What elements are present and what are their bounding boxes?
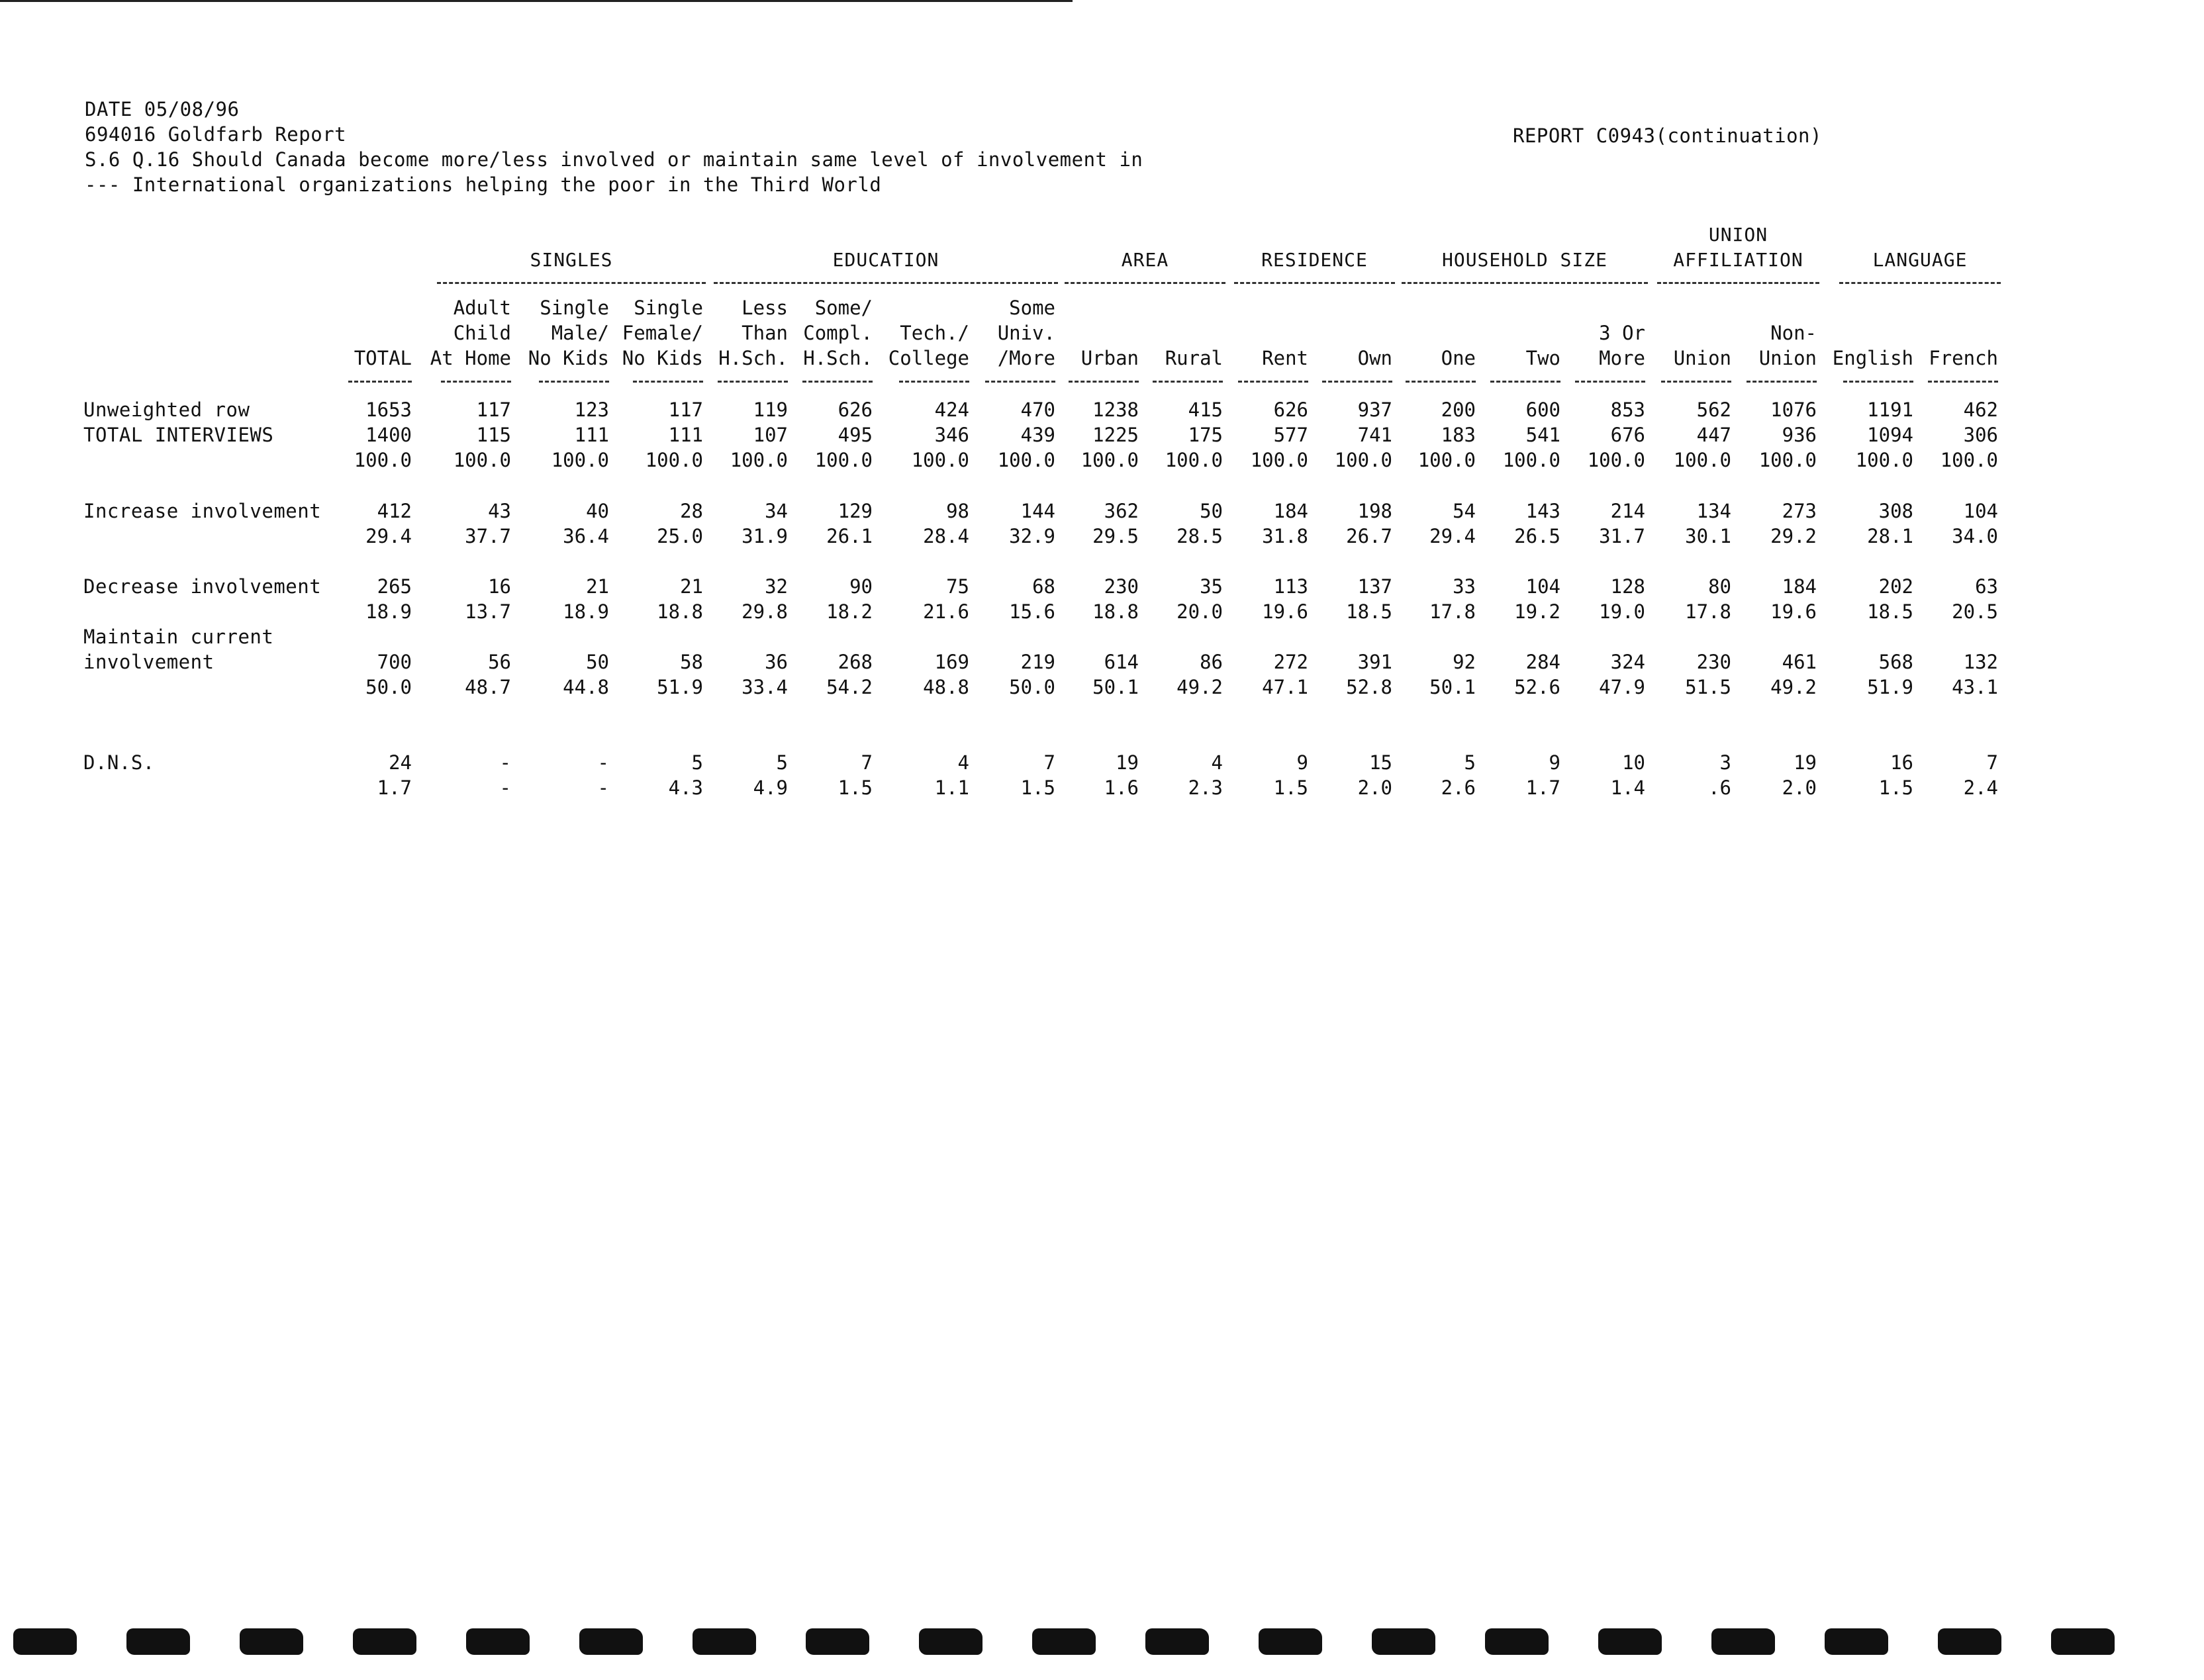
table-cell: 18.8 xyxy=(1092,600,1139,623)
table-cell: 268 xyxy=(838,651,873,673)
table-cell: 202 xyxy=(1878,575,1913,598)
header-underline xyxy=(1928,381,1998,383)
table-cell: 198 xyxy=(1357,500,1392,522)
table-cell: - xyxy=(597,776,609,799)
table-cell: 272 xyxy=(1273,651,1308,673)
table-cell: 18.9 xyxy=(563,600,609,623)
header-underline xyxy=(441,381,511,383)
table-cell: 100.0 xyxy=(1502,449,1560,471)
group-divider-line xyxy=(714,282,1058,284)
table-cell: 98 xyxy=(946,500,969,522)
table-cell: 1.4 xyxy=(1610,776,1645,799)
table-cell: 100.0 xyxy=(453,449,511,471)
table-cell: 273 xyxy=(1782,500,1817,522)
column-header: Single Female/ No Kids xyxy=(622,297,703,369)
column-header: One xyxy=(1441,347,1476,369)
table-cell: - xyxy=(597,751,609,774)
column-header: Less Than H.Sch. xyxy=(718,297,788,369)
table-cell: 184 xyxy=(1782,575,1817,598)
header-underline xyxy=(1661,381,1731,383)
column-group-label: HOUSEHOLD SIZE xyxy=(1441,249,1607,271)
table-cell: 1.7 xyxy=(377,776,412,799)
table-cell: 48.8 xyxy=(923,676,969,698)
column-header: French xyxy=(1929,347,1998,369)
table-cell: 100.0 xyxy=(1165,449,1223,471)
table-cell: 115 xyxy=(476,424,511,446)
table-cell: - xyxy=(499,751,511,774)
table-cell: 34 xyxy=(765,500,788,522)
column-header: Rural xyxy=(1165,347,1223,369)
column-header: Union xyxy=(1673,347,1731,369)
table-cell: 51.9 xyxy=(1867,676,1913,698)
header-underline xyxy=(1322,381,1392,383)
table-cell: 86 xyxy=(1200,651,1223,673)
table-cell: 7 xyxy=(861,751,873,774)
table-cell: 100.0 xyxy=(354,449,412,471)
table-cell: 415 xyxy=(1188,398,1223,421)
table-cell: 700 xyxy=(377,651,412,673)
column-header: Own xyxy=(1357,347,1392,369)
column-header: Rent xyxy=(1262,347,1308,369)
table-cell: 29.8 xyxy=(742,600,788,623)
table-cell: 614 xyxy=(1104,651,1139,673)
table-cell: 853 xyxy=(1610,398,1645,421)
table-cell: 2.6 xyxy=(1441,776,1476,799)
header-underline xyxy=(718,381,788,383)
table-cell: 137 xyxy=(1357,575,1392,598)
table-cell: 100.0 xyxy=(645,449,703,471)
table-cell: 495 xyxy=(838,424,873,446)
table-cell: 33.4 xyxy=(742,676,788,698)
table-cell: 1653 xyxy=(365,398,412,421)
table-cell: 169 xyxy=(934,651,969,673)
column-group-label: LANGUAGE xyxy=(1872,249,1968,271)
table-cell: 15.6 xyxy=(1009,600,1055,623)
table-cell: 17.8 xyxy=(1685,600,1731,623)
table-cell: 461 xyxy=(1782,651,1817,673)
header-underline xyxy=(539,381,609,383)
table-cell: 28.4 xyxy=(923,525,969,547)
row-label: D.N.S. xyxy=(83,751,155,774)
table-cell: 4.3 xyxy=(668,776,703,799)
column-group-label: RESIDENCE xyxy=(1261,249,1368,271)
table-cell: 50.1 xyxy=(1092,676,1139,698)
table-cell: 577 xyxy=(1273,424,1308,446)
perforation-hole xyxy=(1145,1628,1209,1655)
table-cell: 47.1 xyxy=(1262,676,1308,698)
table-cell: 100.0 xyxy=(814,449,873,471)
table-cell: 21.6 xyxy=(923,600,969,623)
perforation-hole xyxy=(806,1628,869,1655)
table-cell: 230 xyxy=(1104,575,1139,598)
report-id: REPORT C0943(continuation) xyxy=(1513,124,1822,147)
table-cell: 1.6 xyxy=(1104,776,1139,799)
table-cell: 117 xyxy=(476,398,511,421)
table-cell: 36 xyxy=(765,651,788,673)
perforation-hole xyxy=(1825,1628,1888,1655)
table-cell: 132 xyxy=(1963,651,1998,673)
table-cell: 562 xyxy=(1696,398,1731,421)
table-cell: 5 xyxy=(691,751,703,774)
column-header: TOTAL xyxy=(354,347,412,369)
table-cell: 52.8 xyxy=(1346,676,1392,698)
table-cell: 5 xyxy=(776,751,788,774)
table-cell: 29.4 xyxy=(365,525,412,547)
table-cell: 19.0 xyxy=(1599,600,1645,623)
table-cell: 9 xyxy=(1296,751,1308,774)
table-cell: 306 xyxy=(1963,424,1998,446)
table-cell: 58 xyxy=(680,651,703,673)
table-cell: 24 xyxy=(389,751,412,774)
table-cell: 54 xyxy=(1453,500,1476,522)
table-cell: 175 xyxy=(1188,424,1223,446)
table-cell: 44.8 xyxy=(563,676,609,698)
table-cell: 1.5 xyxy=(838,776,873,799)
perforation-hole xyxy=(466,1628,530,1655)
column-header: Adult Child At Home xyxy=(430,297,511,369)
table-cell: 13.7 xyxy=(465,600,511,623)
perforation-hole xyxy=(579,1628,643,1655)
table-cell: 308 xyxy=(1878,500,1913,522)
perforation-hole xyxy=(1485,1628,1549,1655)
table-cell: 462 xyxy=(1963,398,1998,421)
table-cell: 18.5 xyxy=(1346,600,1392,623)
table-cell: 1238 xyxy=(1092,398,1139,421)
table-cell: 100.0 xyxy=(1587,449,1645,471)
column-group-label: AREA xyxy=(1121,249,1169,271)
table-cell: 52.6 xyxy=(1514,676,1560,698)
table-cell: 183 xyxy=(1441,424,1476,446)
table-cell: 104 xyxy=(1963,500,1998,522)
table-cell: 26.5 xyxy=(1514,525,1560,547)
table-cell: 16 xyxy=(1890,751,1913,774)
table-cell: 100.0 xyxy=(911,449,969,471)
perforation-hole xyxy=(1938,1628,2001,1655)
group-divider-line xyxy=(1402,282,1648,284)
table-cell: 100.0 xyxy=(1417,449,1476,471)
table-cell: 100.0 xyxy=(1334,449,1392,471)
table-cell: 100.0 xyxy=(997,449,1055,471)
group-divider-line xyxy=(1657,282,1819,284)
table-cell: 20.5 xyxy=(1952,600,1998,623)
table-cell: 626 xyxy=(838,398,873,421)
table-cell: 129 xyxy=(838,500,873,522)
table-cell: 17.8 xyxy=(1429,600,1476,623)
header-underline xyxy=(802,381,873,383)
table-cell: 134 xyxy=(1696,500,1731,522)
table-cell: 43 xyxy=(488,500,511,522)
table-cell: 111 xyxy=(668,424,703,446)
table-cell: 2.3 xyxy=(1188,776,1223,799)
question-subject: --- International organizations helping the poor in the Third World xyxy=(85,173,882,196)
table-cell: 50.0 xyxy=(365,676,412,698)
table-cell: 128 xyxy=(1610,575,1645,598)
table-cell: 1225 xyxy=(1092,424,1139,446)
table-cell: 49.2 xyxy=(1176,676,1223,698)
table-cell: - xyxy=(499,776,511,799)
table-cell: 21 xyxy=(680,575,703,598)
perforation-hole xyxy=(1372,1628,1435,1655)
column-header: Tech./ College xyxy=(888,322,969,369)
table-cell: 439 xyxy=(1020,424,1055,446)
table-cell: 123 xyxy=(574,398,609,421)
table-cell: 7 xyxy=(1043,751,1055,774)
table-cell: 284 xyxy=(1525,651,1560,673)
table-cell: 107 xyxy=(753,424,788,446)
table-cell: 15 xyxy=(1369,751,1392,774)
table-cell: 33 xyxy=(1453,575,1476,598)
table-cell: 676 xyxy=(1610,424,1645,446)
table-cell: 111 xyxy=(574,424,609,446)
table-cell: 9 xyxy=(1549,751,1560,774)
header-underline xyxy=(1238,381,1308,383)
table-cell: 1.5 xyxy=(1273,776,1308,799)
header-underline xyxy=(1406,381,1476,383)
table-cell: 541 xyxy=(1525,424,1560,446)
table-cell: 200 xyxy=(1441,398,1476,421)
perforation-hole xyxy=(693,1628,756,1655)
table-cell: 3 xyxy=(1719,751,1731,774)
table-cell: 47.9 xyxy=(1599,676,1645,698)
column-header: Single Male/ No Kids xyxy=(528,297,609,369)
table-cell: 43.1 xyxy=(1952,676,1998,698)
table-cell: 30.1 xyxy=(1685,525,1731,547)
table-cell: 7 xyxy=(1986,751,1998,774)
group-divider-line xyxy=(1234,282,1395,284)
table-cell: 50 xyxy=(586,651,609,673)
header-underline xyxy=(348,381,412,383)
table-cell: 21 xyxy=(586,575,609,598)
table-cell: 1.5 xyxy=(1878,776,1913,799)
table-cell: 2.4 xyxy=(1963,776,1998,799)
table-cell: 19.2 xyxy=(1514,600,1560,623)
table-cell: 32 xyxy=(765,575,788,598)
top-edge-line xyxy=(0,0,1073,2)
column-group-label: UNION AFFILIATION xyxy=(1673,224,1803,271)
group-divider-line xyxy=(437,282,706,284)
table-cell: 34.0 xyxy=(1952,525,1998,547)
table-cell: 10 xyxy=(1622,751,1645,774)
question-text: S.6 Q.16 Should Canada become more/less involved or maintain same level of involvement in xyxy=(85,148,1143,171)
row-label: Decrease involvement xyxy=(83,575,322,598)
table-cell: 741 xyxy=(1357,424,1392,446)
group-divider-line xyxy=(1839,282,2001,284)
header-underline xyxy=(633,381,703,383)
table-cell: 32.9 xyxy=(1009,525,1055,547)
table-cell: 424 xyxy=(934,398,969,421)
table-cell: 4 xyxy=(957,751,969,774)
table-cell: 90 xyxy=(849,575,873,598)
header-underline xyxy=(1069,381,1139,383)
table-cell: 470 xyxy=(1020,398,1055,421)
table-cell: 100.0 xyxy=(1940,449,1998,471)
table-cell: 26.1 xyxy=(826,525,873,547)
table-cell: 18.5 xyxy=(1867,600,1913,623)
table-cell: 29.5 xyxy=(1092,525,1139,547)
table-cell: 1094 xyxy=(1867,424,1913,446)
table-cell: 2.0 xyxy=(1782,776,1817,799)
table-cell: 40 xyxy=(586,500,609,522)
table-cell: 80 xyxy=(1708,575,1731,598)
table-cell: 447 xyxy=(1696,424,1731,446)
table-cell: 36.4 xyxy=(563,525,609,547)
row-label: Unweighted row TOTAL INTERVIEWS xyxy=(83,398,274,446)
table-cell: 937 xyxy=(1357,398,1392,421)
table-cell: 362 xyxy=(1104,500,1139,522)
table-cell: 31.7 xyxy=(1599,525,1645,547)
table-cell: 626 xyxy=(1273,398,1308,421)
table-cell: 346 xyxy=(934,424,969,446)
table-cell: 1.7 xyxy=(1525,776,1560,799)
table-cell: 16 xyxy=(488,575,511,598)
table-cell: 51.9 xyxy=(657,676,703,698)
header-underline xyxy=(1747,381,1817,383)
table-cell: 25.0 xyxy=(657,525,703,547)
table-cell: 100.0 xyxy=(1673,449,1731,471)
table-cell: 100.0 xyxy=(1855,449,1913,471)
column-header: Non- Union xyxy=(1758,322,1817,369)
table-cell: 19.6 xyxy=(1262,600,1308,623)
perforation-hole xyxy=(240,1628,303,1655)
report-name: 694016 Goldfarb Report xyxy=(85,123,347,146)
table-cell: 51.5 xyxy=(1685,676,1731,698)
perforation-hole xyxy=(353,1628,416,1655)
column-header: English xyxy=(1832,347,1913,369)
table-cell: 4 xyxy=(1211,751,1223,774)
table-cell: 29.4 xyxy=(1429,525,1476,547)
table-cell: 28 xyxy=(680,500,703,522)
table-cell: 49.2 xyxy=(1770,676,1817,698)
header-underline xyxy=(899,381,969,383)
perforation-strip xyxy=(0,1622,2204,1661)
table-cell: 1.5 xyxy=(1020,776,1055,799)
table-cell: 324 xyxy=(1610,651,1645,673)
table-cell: 119 xyxy=(753,398,788,421)
column-header: 3 Or More xyxy=(1599,322,1645,369)
table-cell: 1076 xyxy=(1770,398,1817,421)
table-cell: .6 xyxy=(1708,776,1731,799)
table-cell: 20.0 xyxy=(1176,600,1223,623)
table-cell: 37.7 xyxy=(465,525,511,547)
table-cell: 35 xyxy=(1200,575,1223,598)
row-label: Increase involvement xyxy=(83,500,322,522)
header-underline xyxy=(1575,381,1645,383)
perforation-hole xyxy=(2051,1628,2115,1655)
perforation-hole xyxy=(126,1628,190,1655)
header-underline xyxy=(1843,381,1913,383)
table-cell: 26.7 xyxy=(1346,525,1392,547)
table-cell: 113 xyxy=(1273,575,1308,598)
column-group-label: SINGLES xyxy=(530,249,613,271)
table-cell: 412 xyxy=(377,500,412,522)
table-cell: 214 xyxy=(1610,500,1645,522)
table-cell: 50.0 xyxy=(1009,676,1055,698)
row-label: Maintain current involvement xyxy=(83,626,274,673)
table-cell: 18.9 xyxy=(365,600,412,623)
table-cell: 117 xyxy=(668,398,703,421)
table-cell: 936 xyxy=(1782,424,1817,446)
table-cell: 18.2 xyxy=(826,600,873,623)
table-cell: 75 xyxy=(946,575,969,598)
table-cell: 100.0 xyxy=(730,449,788,471)
header-underline xyxy=(985,381,1055,383)
column-header: Some Univ. /More xyxy=(997,297,1055,369)
table-cell: 1191 xyxy=(1867,398,1913,421)
table-cell: 2.0 xyxy=(1357,776,1392,799)
table-cell: 48.7 xyxy=(465,676,511,698)
table-cell: 54.2 xyxy=(826,676,873,698)
table-cell: 1.1 xyxy=(934,776,969,799)
table-cell: 104 xyxy=(1525,575,1560,598)
table-cell: 50 xyxy=(1200,500,1223,522)
table-cell: 230 xyxy=(1696,651,1731,673)
table-cell: 100.0 xyxy=(1080,449,1139,471)
table-cell: 19.6 xyxy=(1770,600,1817,623)
table-cell: 100.0 xyxy=(1758,449,1817,471)
table-cell: 18.8 xyxy=(657,600,703,623)
table-cell: 92 xyxy=(1453,651,1476,673)
table-cell: 50.1 xyxy=(1429,676,1476,698)
table-cell: 29.2 xyxy=(1770,525,1817,547)
table-cell: 19 xyxy=(1116,751,1139,774)
report-date: DATE 05/08/96 xyxy=(85,98,240,120)
table-cell: 144 xyxy=(1020,500,1055,522)
perforation-hole xyxy=(1598,1628,1662,1655)
table-cell: 568 xyxy=(1878,651,1913,673)
table-cell: 63 xyxy=(1975,575,1998,598)
table-cell: 56 xyxy=(488,651,511,673)
column-header: Two xyxy=(1525,347,1560,369)
group-divider-line xyxy=(1065,282,1225,284)
table-cell: 28.5 xyxy=(1176,525,1223,547)
column-header: Urban xyxy=(1080,347,1139,369)
table-cell: 100.0 xyxy=(1250,449,1308,471)
perforation-hole xyxy=(13,1628,77,1655)
table-cell: 265 xyxy=(377,575,412,598)
perforation-hole xyxy=(1259,1628,1322,1655)
table-cell: 1400 xyxy=(365,424,412,446)
header-underline xyxy=(1153,381,1223,383)
table-cell: 31.8 xyxy=(1262,525,1308,547)
table-cell: 100.0 xyxy=(551,449,609,471)
table-cell: 219 xyxy=(1020,651,1055,673)
table-cell: 184 xyxy=(1273,500,1308,522)
table-cell: 5 xyxy=(1464,751,1476,774)
perforation-hole xyxy=(1032,1628,1096,1655)
column-header: Some/ Compl. H.Sch. xyxy=(803,297,873,369)
perforation-hole xyxy=(919,1628,982,1655)
perforation-hole xyxy=(1711,1628,1775,1655)
table-cell: 19 xyxy=(1794,751,1817,774)
table-cell: 28.1 xyxy=(1867,525,1913,547)
table-cell: 143 xyxy=(1525,500,1560,522)
table-cell: 600 xyxy=(1525,398,1560,421)
table-cell: 68 xyxy=(1032,575,1055,598)
column-group-label: EDUCATION xyxy=(832,249,939,271)
table-cell: 4.9 xyxy=(753,776,788,799)
table-cell: 391 xyxy=(1357,651,1392,673)
table-cell: 31.9 xyxy=(742,525,788,547)
header-underline xyxy=(1490,381,1560,383)
